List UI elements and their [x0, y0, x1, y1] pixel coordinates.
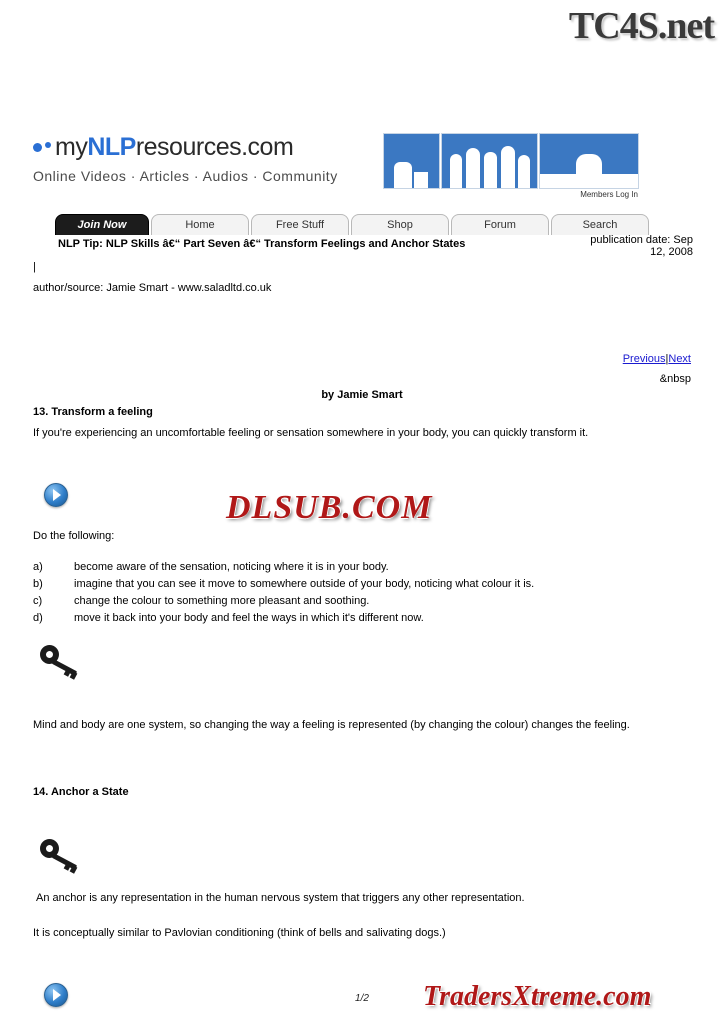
- logo-dot-large-icon: [33, 143, 42, 152]
- steps-list: [33, 561, 693, 629]
- paragraph-anchor-definition: An anchor is any representation in the human nervous system that triggers any other representation.: [36, 892, 525, 904]
- step-label: a): [33, 561, 43, 573]
- banner-image-1: [383, 133, 440, 189]
- silhouette-shape: [394, 162, 412, 188]
- step-text: become aware of the sensation, noticing where it is in your body.: [74, 561, 389, 573]
- step-text: change the colour to something more pleasant and soothing.: [74, 595, 370, 607]
- publication-date-value: 12, 2008: [650, 246, 693, 258]
- list-item: [33, 561, 693, 578]
- next-link[interactable]: Next: [668, 353, 691, 365]
- pagination-nbsp: &nbsp: [659, 373, 691, 385]
- banner-image-2: [441, 133, 538, 189]
- silhouette-shape: [501, 146, 515, 188]
- section-heading-14: 14. Anchor a State: [33, 786, 129, 798]
- members-login-link[interactable]: Members Log In: [580, 190, 638, 199]
- nav-tab-forum[interactable]: Forum: [451, 214, 549, 235]
- banner-image-3: [539, 133, 639, 189]
- silhouette-shape: [484, 152, 497, 188]
- paragraph-mind-body: Mind and body are one system, so changing the way a feeling is represented (by changing the colour) changes the feeling.: [33, 719, 630, 731]
- logo-suffix: resources.com: [135, 133, 294, 161]
- logo-tagline: Online Videos · Articles · Audios · Community: [33, 168, 338, 184]
- silhouette-shape: [466, 148, 480, 188]
- logo-prefix: my: [55, 133, 88, 161]
- article-title: NLP Tip: NLP Skills â€“ Part Seven â€“ Transform Feelings and Anchor States: [58, 238, 466, 250]
- silhouette-shape: [414, 172, 428, 188]
- silhouette-shape: [540, 174, 638, 188]
- paragraph-do-following: Do the following:: [33, 530, 115, 542]
- key-icon: [40, 645, 80, 677]
- article-pagination: [623, 353, 691, 385]
- previous-link[interactable]: Previous: [622, 353, 666, 365]
- silhouette-shape: [450, 154, 462, 188]
- step-text: move it back into your body and feel the ways in which it's different now.: [74, 612, 424, 624]
- watermark-bottom-right: TradersXtreme.com: [423, 981, 652, 1012]
- silhouette-shape: [576, 154, 602, 176]
- article-meta: [33, 234, 693, 294]
- logo-dot-small-icon: [45, 142, 51, 148]
- pagination-separator: |: [665, 353, 669, 365]
- header-banner-images: [383, 133, 638, 193]
- nav-tab-free-stuff[interactable]: Free Stuff: [251, 214, 349, 235]
- nav-tab-join-now[interactable]: Join Now: [55, 214, 149, 235]
- play-button-icon[interactable]: [44, 483, 68, 507]
- step-label: d): [33, 612, 43, 624]
- silhouette-shape: [518, 155, 530, 188]
- page-number: 1/2: [355, 993, 369, 1004]
- paragraph-pavlov: It is conceptually similar to Pavlovian conditioning (think of bells and salivating dogs.): [33, 927, 446, 939]
- logo-mid: NLP: [87, 133, 136, 161]
- nav-tab-shop[interactable]: Shop: [351, 214, 449, 235]
- step-label: c): [33, 595, 43, 607]
- site-logo[interactable]: [33, 133, 378, 184]
- nav-tab-search[interactable]: Search: [551, 214, 649, 235]
- key-icon: [40, 839, 80, 871]
- article-byline: by Jamie Smart: [321, 389, 403, 401]
- nav-tab-home[interactable]: Home: [151, 214, 249, 235]
- list-item: [33, 578, 693, 595]
- site-navigation: [55, 214, 625, 236]
- watermark-center: DLSUB.COM: [220, 489, 438, 527]
- publication-date-label: publication date: Sep: [590, 234, 693, 246]
- meta-pipe: |: [33, 261, 36, 273]
- section-heading-13: 13. Transform a feeling: [33, 406, 153, 418]
- watermark-top-right: TC4S.net: [568, 5, 714, 47]
- step-text: imagine that you can see it move to somewhere outside of your body, noticing what colour it is.: [74, 578, 535, 590]
- article-author: author/source: Jamie Smart - www.saladltd.co.uk: [33, 282, 272, 294]
- list-item: [33, 595, 693, 612]
- step-label: b): [33, 578, 43, 590]
- logo-text: [33, 133, 378, 162]
- paragraph-intro: If you're experiencing an uncomfortable feeling or sensation somewhere in your body, you can quickly transform it.: [33, 427, 589, 439]
- list-item: [33, 612, 693, 629]
- publication-date: [493, 234, 693, 258]
